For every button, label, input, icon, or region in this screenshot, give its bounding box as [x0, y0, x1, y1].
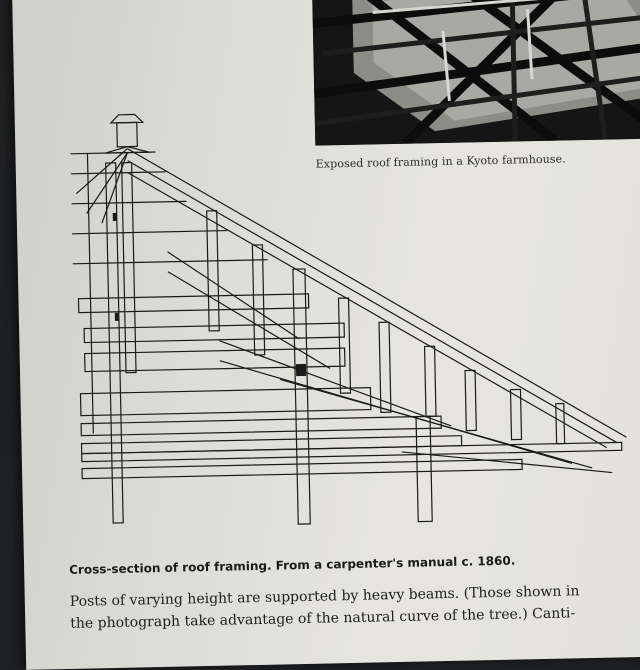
body-line-2: the photograph take advantage of the natural curve of the tree.) Canti- — [70, 605, 576, 632]
drawing-caption: Cross-section of roof framing. From a carpenter's manual c. 1860. — [69, 553, 516, 577]
body-line-1: Posts of varying height are supported by heavy beams. (Those shown in — [69, 583, 580, 610]
book-page — [12, 0, 640, 670]
roof-cross-section-drawing — [65, 102, 634, 538]
body-paragraph — [70, 579, 640, 635]
photo-caption: Exposed roof framing in a Kyoto farmhouse. — [315, 152, 566, 171]
